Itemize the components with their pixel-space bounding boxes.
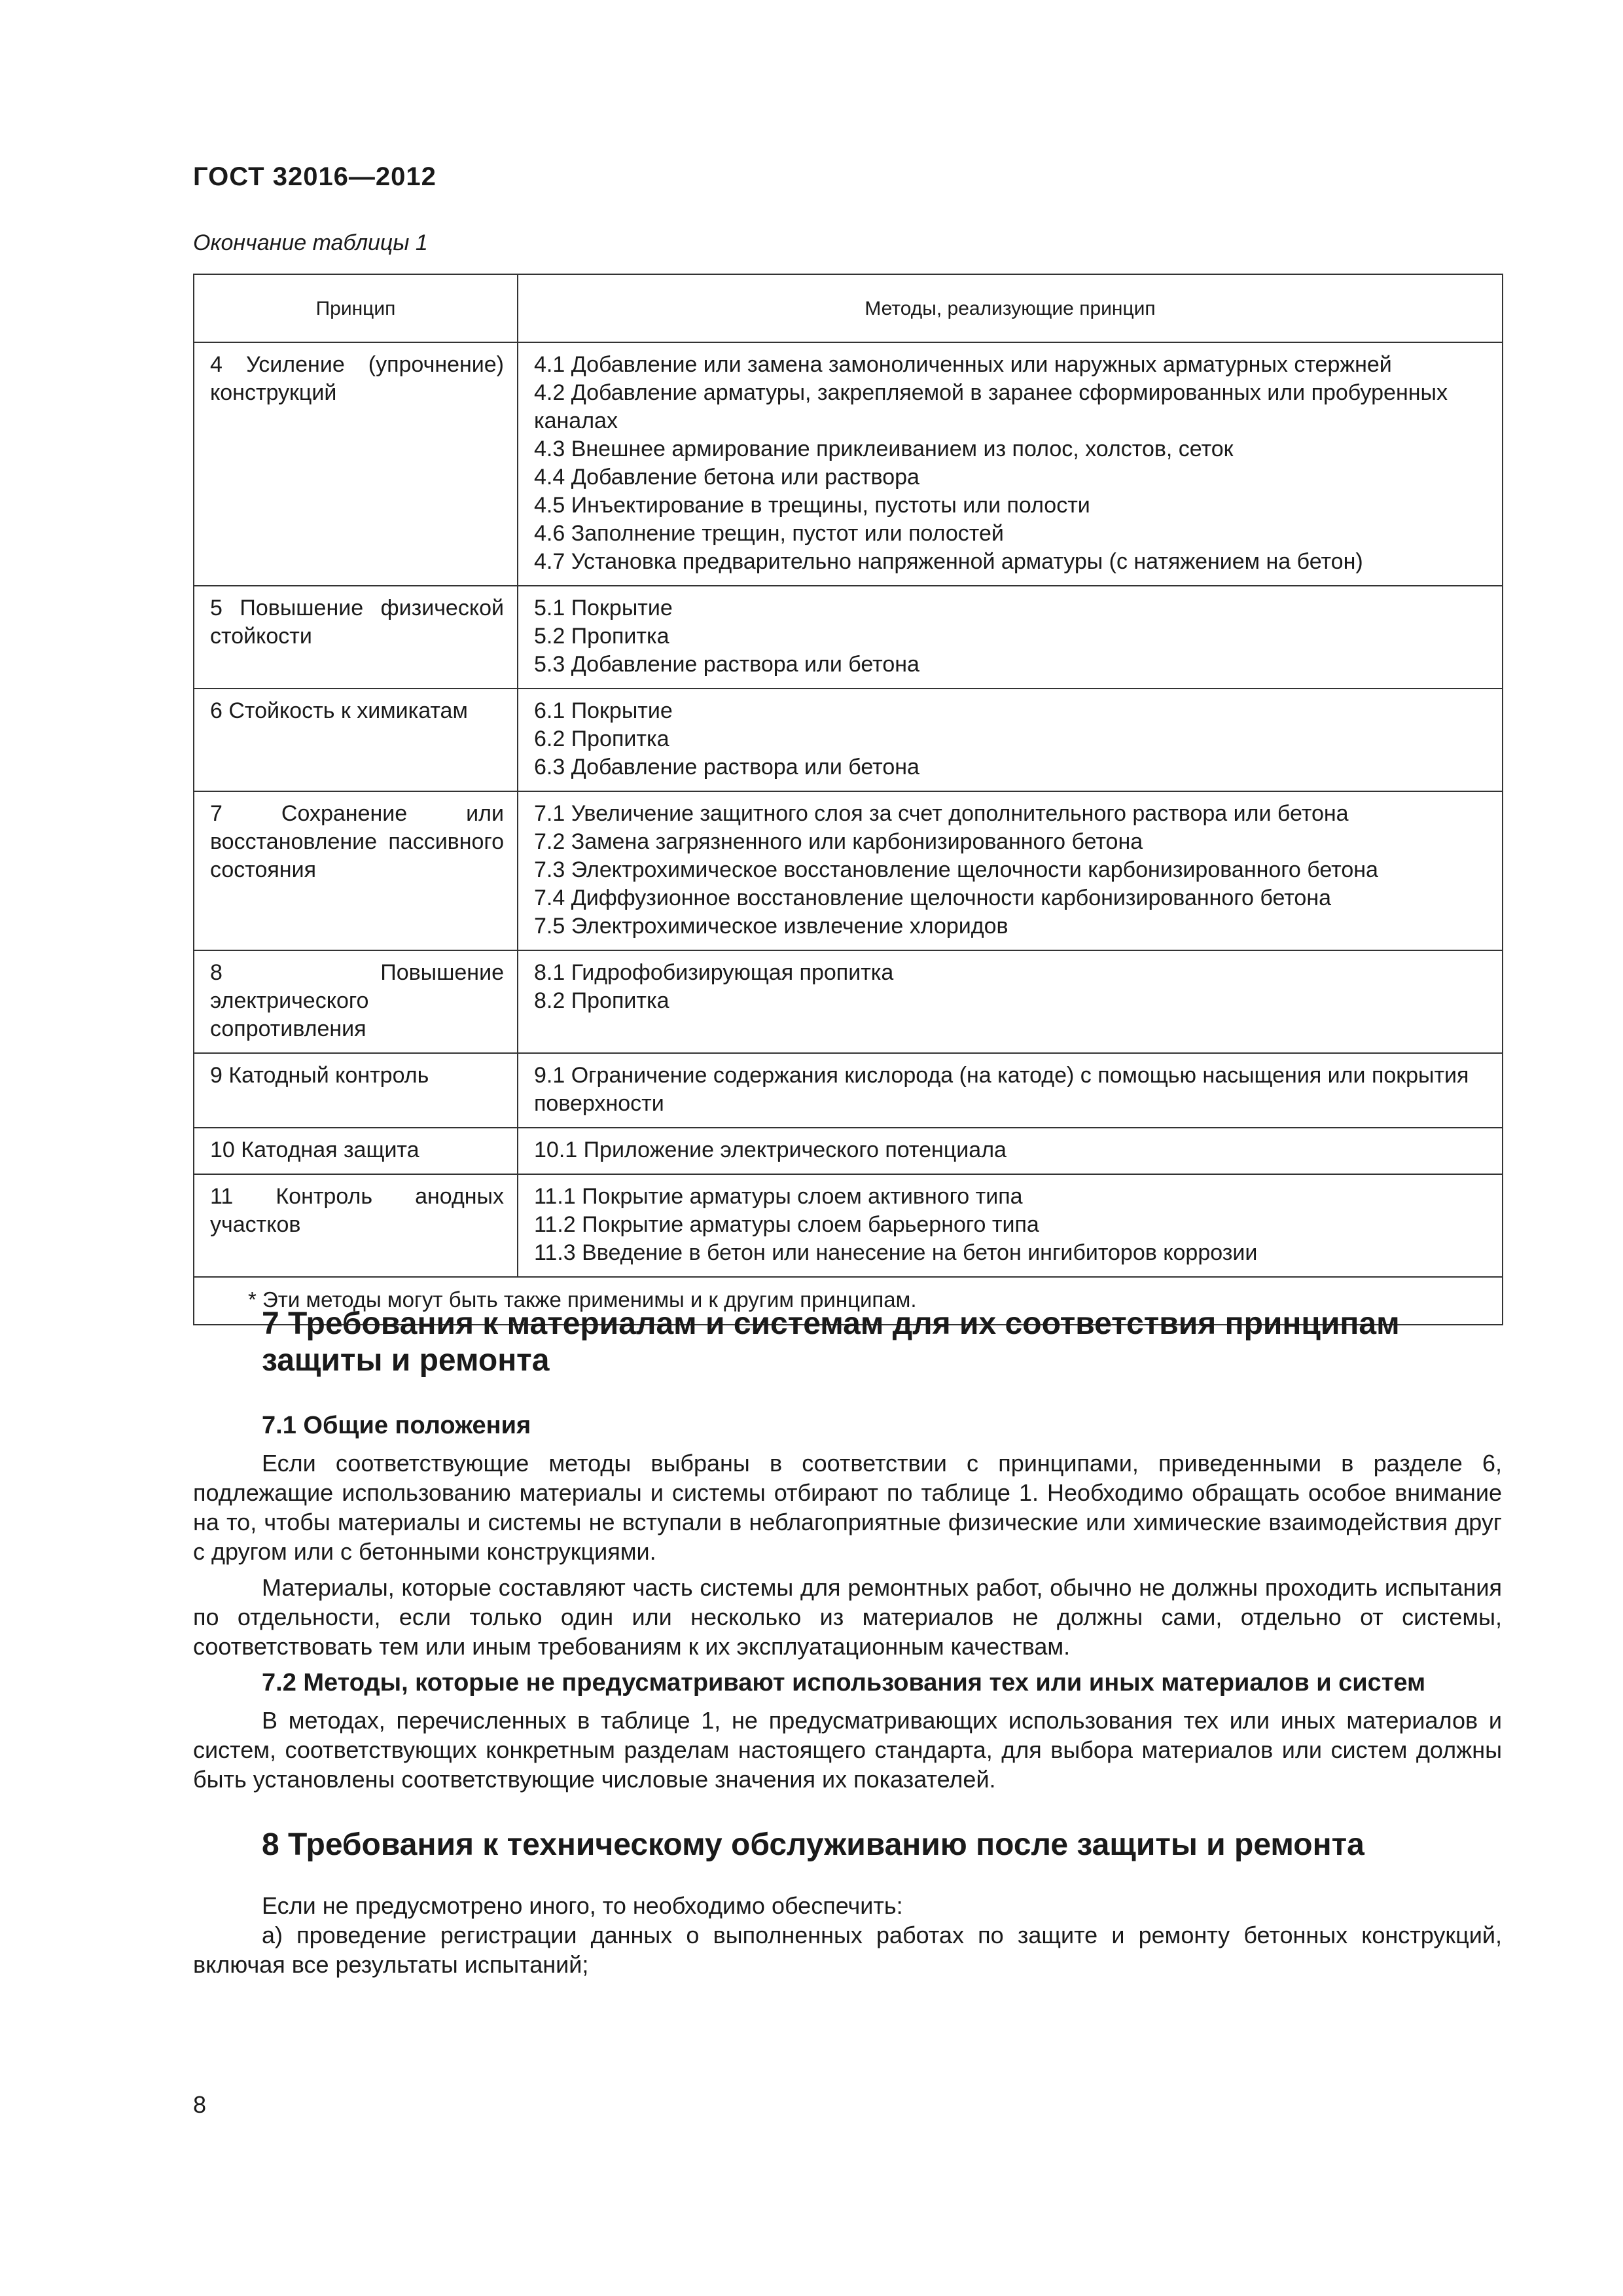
method-item: 4.5 Инъектирование в трещины, пустоты или полости bbox=[534, 493, 1090, 518]
section-8-heading: 8 Требования к техническому обслуживанию после защиты и ремонта bbox=[262, 1827, 1364, 1862]
method-item: 4.2 Добавление арматуры, закрепляемой в заранее сформированных или пробуренных каналах bbox=[534, 380, 1448, 433]
methods-cell bbox=[518, 1174, 1503, 1277]
method-item: 11.1 Покрытие арматуры слоем активного типа bbox=[534, 1184, 1023, 1209]
document-code: ГОСТ 32016—2012 bbox=[193, 162, 437, 191]
method-item: 6.1 Покрытие bbox=[534, 698, 673, 723]
method-item: 7.5 Электрохимическое извлечение хлоридов bbox=[534, 914, 1008, 939]
principles-table bbox=[193, 274, 1503, 1325]
page-number: 8 bbox=[193, 2091, 207, 2118]
subsection-7-2-heading: 7.2 Методы, которые не предусматривают использования тех или иных материалов и систем bbox=[262, 1669, 1426, 1696]
principle-cell: 8 Повышение электрического сопротивления bbox=[194, 950, 518, 1053]
method-item: 4.7 Установка предварительно напряженной арматуры (с натяжением на бетон) bbox=[534, 549, 1363, 574]
principle-cell: 10 Катодная защита bbox=[194, 1128, 518, 1174]
methods-cell bbox=[518, 689, 1503, 791]
paragraph: Материалы, которые составляют часть системы для ремонтных работ, обычно не должны проходить испытания по отдельности, если только один или несколько из материалов не должны сами, отдельно от системы, соответствовать тем или иным требованиям к их эксплуатационным качествам. bbox=[193, 1574, 1502, 1660]
method-item: 5.2 Пропитка bbox=[534, 624, 669, 649]
method-item: 6.3 Добавление раствора или бетона bbox=[534, 755, 919, 780]
method-item: 11.3 Введение в бетон или нанесение на бетон ингибиторов коррозии bbox=[534, 1240, 1258, 1265]
methods-cell bbox=[518, 342, 1503, 586]
table-row bbox=[194, 1128, 1503, 1174]
subsection-7-1-heading: 7.1 Общие положения bbox=[262, 1412, 531, 1439]
method-item: 4.6 Заполнение трещин, пустот или полостей bbox=[534, 521, 1004, 546]
methods-cell bbox=[518, 950, 1503, 1053]
method-item: 5.1 Покрытие bbox=[534, 596, 673, 620]
method-item: 5.3 Добавление раствора или бетона bbox=[534, 652, 919, 677]
principle-cell: 5 Повышение физической стойкости bbox=[194, 586, 518, 689]
paragraph: Если не предусмотрено иного, то необходимо обеспечить: bbox=[262, 1892, 903, 1919]
principle-cell: 4 Усиление (упрочнение) конструкций bbox=[194, 342, 518, 586]
table-row bbox=[194, 950, 1503, 1053]
principle-cell: 11 Контроль анодных участков bbox=[194, 1174, 518, 1277]
methods-cell bbox=[518, 586, 1503, 689]
principle-cell: 9 Катодный контроль bbox=[194, 1053, 518, 1128]
column-header-methods: Методы, реализующие принцип bbox=[518, 274, 1503, 342]
method-item: 11.2 Покрытие арматуры слоем барьерного типа bbox=[534, 1212, 1039, 1237]
principle-cell: 7 Сохранение или восстановление пассивного состояния bbox=[194, 791, 518, 950]
table-row bbox=[194, 342, 1503, 586]
table-row bbox=[194, 1174, 1503, 1277]
paragraph: Если соответствующие методы выбраны в соответствии с принципами, приведенными в разделе 6, подлежащие использованию материалы и системы отбирают по таблице 1. Необходимо обращать особое внимание на то, чтобы материалы и системы не вступали в неблагоприятные физические или химические взаимодействия друг с другом или с бетонными конструкциями. bbox=[193, 1450, 1502, 1565]
methods-cell bbox=[518, 791, 1503, 950]
table-row bbox=[194, 1053, 1503, 1128]
principle-cell: 6 Стойкость к химикатам bbox=[194, 689, 518, 791]
method-item: 7.4 Диффузионное восстановление щелочности карбонизированного бетона bbox=[534, 886, 1332, 910]
method-item: 4.3 Внешнее армирование приклеиванием из полос, холстов, сеток bbox=[534, 437, 1234, 461]
table-row bbox=[194, 586, 1503, 689]
method-item: 8.2 Пропитка bbox=[534, 988, 669, 1013]
method-item: 7.2 Замена загрязненного или карбонизированного бетона bbox=[534, 829, 1143, 854]
methods-cell bbox=[518, 1128, 1503, 1174]
table-header-row bbox=[194, 274, 1503, 342]
body-text bbox=[193, 1306, 1502, 1979]
table-row bbox=[194, 689, 1503, 791]
method-item: 4.4 Добавление бетона или раствора bbox=[534, 465, 919, 490]
method-item: 4.1 Добавление или замена замоноличенных или наружных арматурных стержней bbox=[534, 352, 1392, 377]
list-item: а) проведение регистрации данных о выполненных работах по защите и ремонту бетонных конструкций, включая все результаты испытаний; bbox=[193, 1922, 1502, 1978]
method-item: 6.2 Пропитка bbox=[534, 726, 669, 751]
section-7-heading: 7 Требования к материалам и системам для их соответствия принципам защиты и ремонта bbox=[262, 1306, 1400, 1378]
table-row bbox=[194, 791, 1503, 950]
column-header-principle: Принцип bbox=[194, 274, 518, 342]
methods-cell bbox=[518, 1053, 1503, 1128]
paragraph: В методах, перечисленных в таблице 1, не предусматривающих использования тех или иных материалов и систем, соответствующих конкретным разделам настоящего стандарта, для выбора материалов или систем должны быть установлены соответствующие числовые значения их показателей. bbox=[193, 1707, 1502, 1793]
method-item: 8.1 Гидрофобизирующая пропитка bbox=[534, 960, 894, 985]
method-item: 10.1 Приложение электрического потенциала bbox=[534, 1138, 1007, 1162]
table-footnote: * Эти методы могут быть также применимы и к другим принципам. bbox=[194, 1277, 1503, 1325]
method-item: 7.1 Увеличение защитного слоя за счет дополнительного раствора или бетона bbox=[534, 801, 1349, 826]
table-caption: Окончание таблицы 1 bbox=[193, 230, 428, 255]
method-item: 7.3 Электрохимическое восстановление щелочности карбонизированного бетона bbox=[534, 857, 1378, 882]
method-item: 9.1 Ограничение содержания кислорода (на катоде) с помощью насыщения или покрытия поверхности bbox=[534, 1063, 1469, 1116]
